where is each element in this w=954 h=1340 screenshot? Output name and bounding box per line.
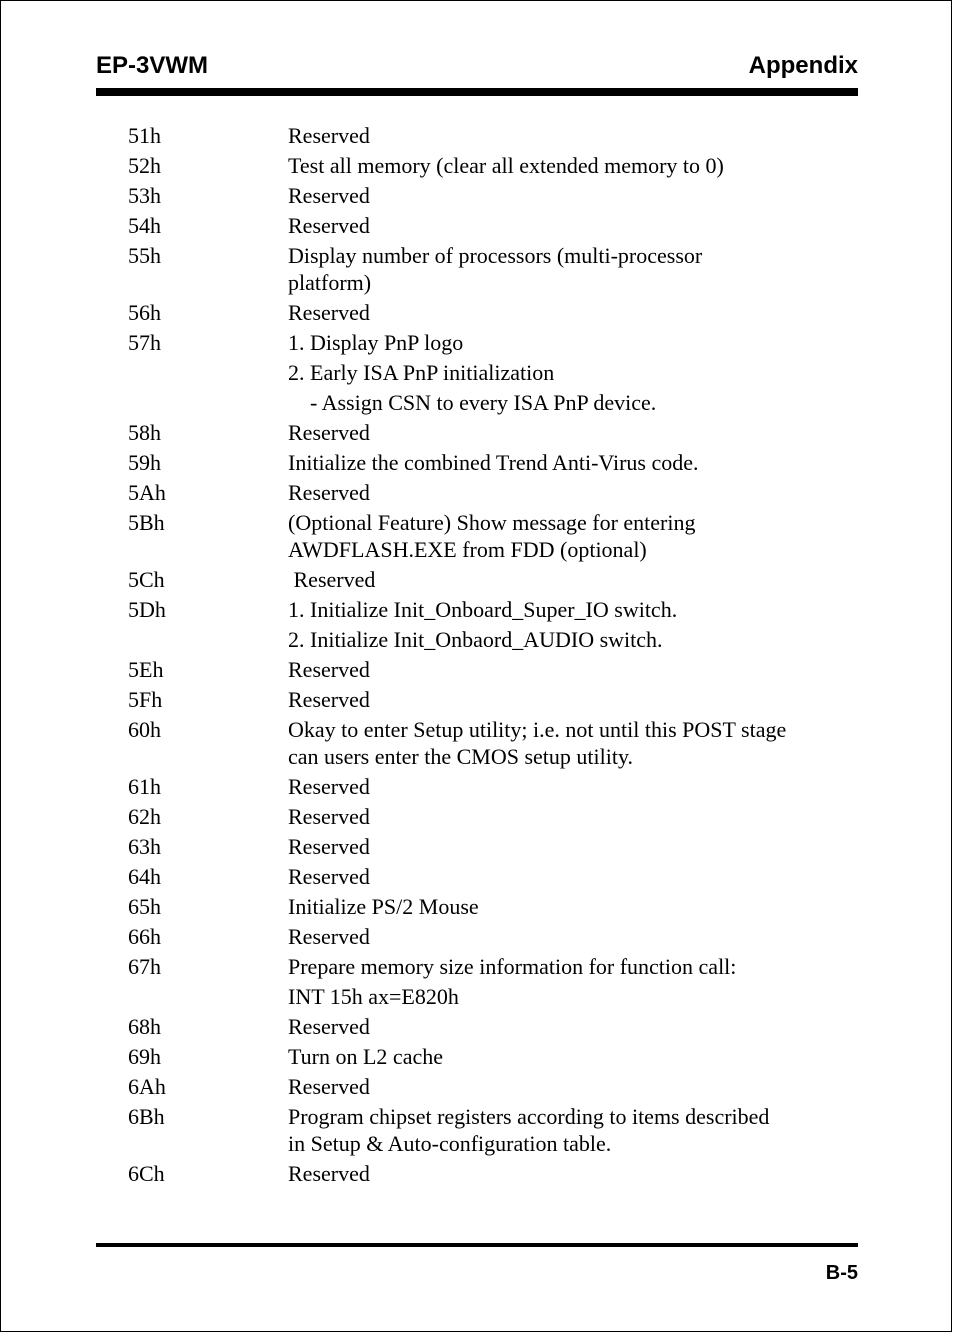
post-code-description <box>288 329 863 416</box>
post-code-entry <box>128 152 863 179</box>
description-line: Reserved <box>288 480 370 505</box>
description-line: Program chipset registers according to items described <box>288 1104 770 1129</box>
description-line: Turn on L2 cache <box>288 1044 443 1069</box>
post-code-entry <box>128 212 863 239</box>
post-code-entry <box>128 242 863 296</box>
description-line: Display number of processors (multi-processor <box>288 243 703 268</box>
post-code-entry <box>128 566 863 593</box>
header-section-title: Appendix <box>748 52 858 79</box>
description-line: Reserved <box>288 834 370 859</box>
post-code-description <box>288 656 863 683</box>
post-code-description <box>288 716 863 770</box>
post-code-entry <box>128 1073 863 1100</box>
post-code: 69h <box>128 1044 161 1069</box>
post-code-description <box>288 479 863 506</box>
post-code: 54h <box>128 213 161 238</box>
post-code: 62h <box>128 804 161 829</box>
post-code-description <box>288 1073 863 1100</box>
post-code: 51h <box>128 123 161 148</box>
description-line: 2. Early ISA PnP initialization <box>288 360 555 385</box>
post-code-entry <box>128 923 863 950</box>
post-code-description <box>288 803 863 830</box>
description-line: Test all memory (clear all extended memory to 0) <box>288 153 724 178</box>
description-line: Okay to enter Setup utility; i.e. not until this POST stage <box>288 717 787 742</box>
description-line: Reserved <box>288 567 376 592</box>
description-line: AWDFLASH.EXE from FDD (optional) <box>288 537 647 562</box>
description-line: 1. Initialize Init_Onboard_Super_IO switch. <box>288 597 678 622</box>
post-code: 6Ah <box>128 1074 166 1099</box>
description-line: platform) <box>288 270 372 295</box>
post-code-entry <box>128 803 863 830</box>
post-code-entry <box>128 122 863 149</box>
post-code-description <box>288 1013 863 1040</box>
description-line: Reserved <box>288 924 370 949</box>
post-code: 68h <box>128 1014 161 1039</box>
description-line: Reserved <box>288 657 370 682</box>
post-code-entry <box>128 716 863 770</box>
post-code-entry <box>128 686 863 713</box>
post-code: 6Bh <box>128 1104 165 1129</box>
post-code: 55h <box>128 243 161 268</box>
post-code-description <box>288 893 863 920</box>
post-code: 57h <box>128 330 161 355</box>
post-code-list <box>128 122 863 1190</box>
description-line: Reserved <box>288 1014 370 1039</box>
description-line: Initialize the combined Trend Anti-Virus code. <box>288 450 699 475</box>
post-code-description <box>288 419 863 446</box>
description-line: Reserved <box>288 774 370 799</box>
page-number: B-5 <box>825 1262 858 1284</box>
post-code-entry <box>128 1160 863 1187</box>
description-line: Reserved <box>288 183 370 208</box>
post-code-entry <box>128 1013 863 1040</box>
post-code-entry <box>128 656 863 683</box>
description-line: Reserved <box>288 1161 370 1186</box>
post-code-entry <box>128 509 863 563</box>
header-rule <box>96 88 858 96</box>
post-code-entry <box>128 833 863 860</box>
description-line: Reserved <box>288 300 370 325</box>
post-code-entry <box>128 329 863 416</box>
post-code: 67h <box>128 954 161 979</box>
post-code-description <box>288 152 863 179</box>
description-line: Initialize PS/2 Mouse <box>288 894 479 919</box>
post-code-description <box>288 242 863 296</box>
post-code-description <box>288 212 863 239</box>
post-code: 53h <box>128 183 161 208</box>
post-code: 60h <box>128 717 161 742</box>
post-code-entry <box>128 953 863 1010</box>
post-code: 5Ch <box>128 567 165 592</box>
post-code-entry <box>128 1103 863 1157</box>
description-line: Reserved <box>288 864 370 889</box>
header-product-name: EP-3VWM <box>96 52 209 79</box>
description-line: 1. Display PnP logo <box>288 330 464 355</box>
description-line: - Assign CSN to every ISA PnP device. <box>288 390 657 415</box>
post-code: 59h <box>128 450 161 475</box>
post-code-description <box>288 686 863 713</box>
post-code: 56h <box>128 300 161 325</box>
post-code: 6Ch <box>128 1161 165 1186</box>
post-code-entry <box>128 182 863 209</box>
post-code-entry <box>128 449 863 476</box>
post-code-description <box>288 1043 863 1070</box>
post-code-entry <box>128 419 863 446</box>
post-code-description <box>288 299 863 326</box>
post-code: 5Dh <box>128 597 166 622</box>
post-code-entry <box>128 773 863 800</box>
post-code-description <box>288 953 863 1010</box>
description-line: Reserved <box>288 420 370 445</box>
description-line: Reserved <box>288 804 370 829</box>
post-code-description <box>288 566 863 593</box>
post-code-entry <box>128 299 863 326</box>
description-line: Reserved <box>288 687 370 712</box>
post-code-entry <box>128 863 863 890</box>
post-code: 64h <box>128 864 161 889</box>
post-code: 61h <box>128 774 161 799</box>
post-code-entry <box>128 596 863 653</box>
post-code: 66h <box>128 924 161 949</box>
description-line: Reserved <box>288 1074 370 1099</box>
post-code-description <box>288 1160 863 1187</box>
description-line: Reserved <box>288 123 370 148</box>
post-code-description <box>288 923 863 950</box>
post-code: 5Fh <box>128 687 163 712</box>
post-code-description <box>288 122 863 149</box>
post-code-description <box>288 449 863 476</box>
post-code: 63h <box>128 834 161 859</box>
description-line: in Setup & Auto-configuration table. <box>288 1131 612 1156</box>
post-code: 5Ah <box>128 480 166 505</box>
post-code-description <box>288 863 863 890</box>
post-code-entry <box>128 1043 863 1070</box>
description-line: (Optional Feature) Show message for entering <box>288 510 696 535</box>
post-code: 52h <box>128 153 161 178</box>
description-line: can users enter the CMOS setup utility. <box>288 744 634 769</box>
post-code-entry <box>128 893 863 920</box>
post-code-description <box>288 596 863 653</box>
description-line: Reserved <box>288 213 370 238</box>
post-code-description <box>288 1103 863 1157</box>
footer-rule <box>96 1243 858 1247</box>
post-code-description <box>288 182 863 209</box>
post-code-description <box>288 773 863 800</box>
post-code-description <box>288 833 863 860</box>
description-line: Prepare memory size information for function call: <box>288 954 737 979</box>
post-code: 5Eh <box>128 657 164 682</box>
post-code: 58h <box>128 420 161 445</box>
description-line: INT 15h ax=E820h <box>288 984 459 1009</box>
description-line: 2. Initialize Init_Onbaord_AUDIO switch. <box>288 627 663 652</box>
post-code-description <box>288 509 863 563</box>
post-code: 65h <box>128 894 161 919</box>
post-code-entry <box>128 479 863 506</box>
post-code: 5Bh <box>128 510 165 535</box>
